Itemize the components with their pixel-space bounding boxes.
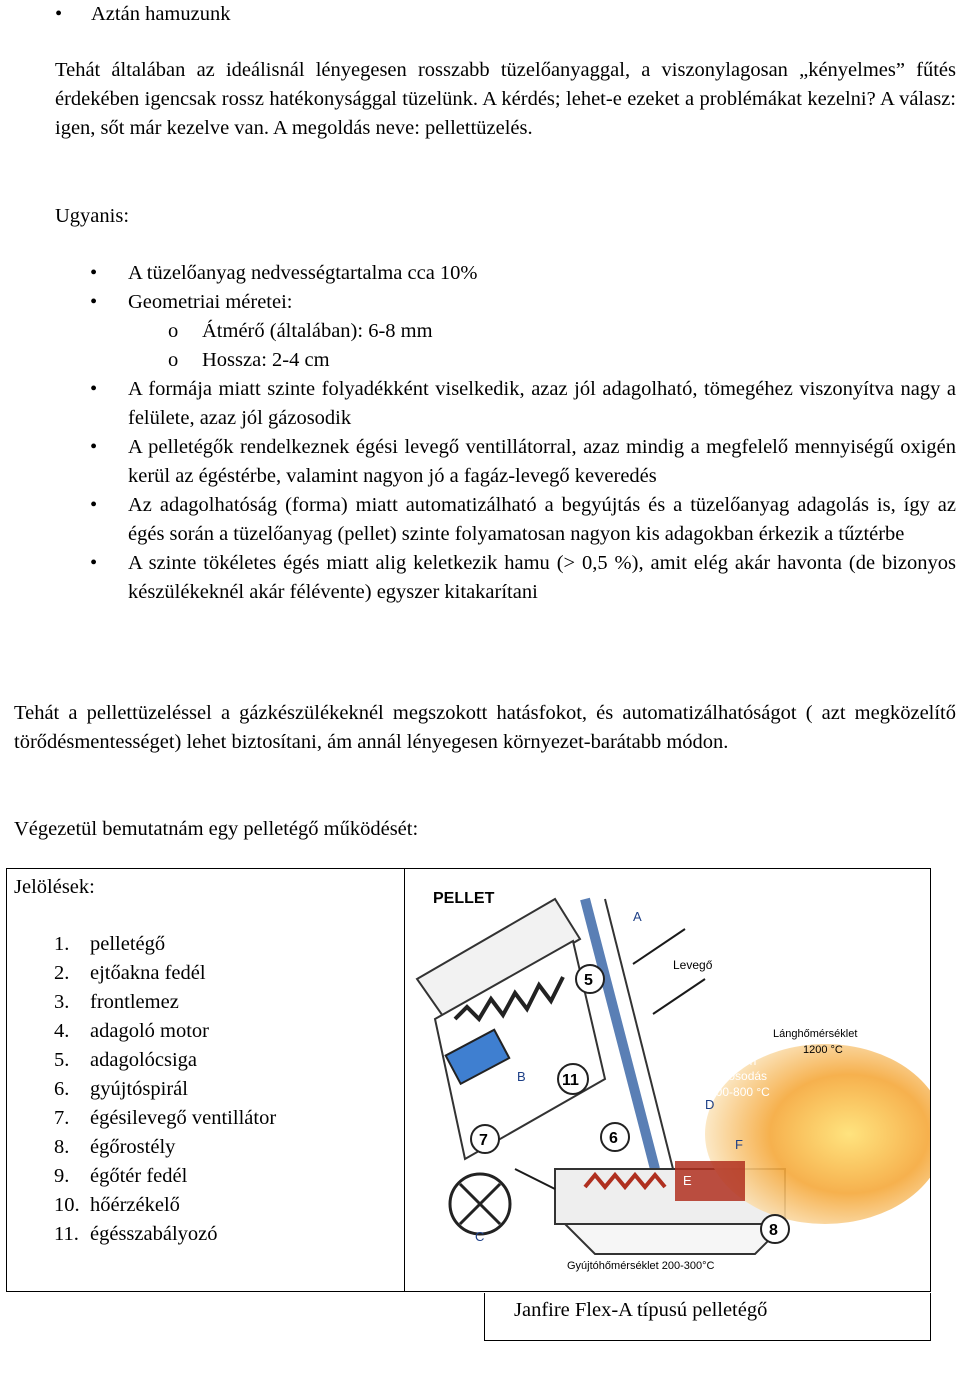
legend-item [54,1133,276,1162]
marker-number: 11 [562,1072,579,1089]
sub-bullet-icon: o [168,320,179,342]
air-label: Levegő [673,958,713,972]
final-intro-line: Végezetül bemutatnám egy pelletégő működését: [14,818,419,840]
feature-text: Az adagolhatóság (forma) miatt automatizálható a begyújtás és a tüzelőanyag adagolás is, így az égés során a tüzelőanyag (pellet) szinte folyamatosan nagyon kis adagokban érkezik a tűztérbe [128,494,956,545]
legend-label: gyújtóspirál [90,1078,188,1100]
legend-label: hőérzékelő [90,1194,180,1216]
grate-base [565,1224,785,1254]
flame-temp-label: Lánghőmérséklet [773,1028,858,1040]
marker-letter: A [633,909,642,924]
gasification-label: gázosodás [709,1069,768,1083]
legend-label: pelletégő [90,933,166,955]
diagram-title: PELLET [433,890,495,907]
legend-label: adagoló motor [90,1020,209,1042]
legend-label: égőrostély [90,1136,176,1158]
feature-item-fan [90,433,956,491]
bullet-icon: • [90,378,98,400]
legend-item [54,1017,276,1046]
legend-title: Jelölések: [14,876,95,898]
legend-item [54,1046,276,1075]
legend-item [54,1191,276,1220]
legend-number: 9. [54,1165,70,1187]
legend-number: 6. [54,1078,70,1100]
legend-number: 11. [54,1223,79,1245]
marker-letter: C [475,1229,485,1244]
bullet-icon: • [55,3,63,25]
ugyanis-label: Ugyanis: [55,205,130,227]
flame-temp-value: 1200 °C [803,1044,843,1056]
bullet-icon: • [90,291,98,313]
feature-text: A pelletégők rendelkeznek égési levegő ventillátorral, azaz mindig a megfelelő mennyiségű oxigén kerül az égéstérbe, valamint nagyon jó a fagáz-levegő keveredés [128,436,956,487]
legend-label: égésilevegő ventillátor [90,1107,277,1129]
legend-item [54,988,276,1017]
bullet-icon: • [90,494,98,516]
feature-item-moisture [90,259,956,288]
marker-number: 5 [584,972,593,989]
air-arrow [653,979,705,1014]
legend-number: 8. [54,1136,70,1158]
legend-number: 10. [54,1194,80,1216]
legend-number: 1. [54,933,70,955]
gasification-value: 500-800 °C [709,1085,770,1099]
marker-number: 6 [609,1130,618,1147]
legend-number: 3. [54,991,70,1013]
feature-item-ash [90,549,956,607]
gasification-label: Faszén [717,1054,757,1068]
sub-item-text: Átmérő (általában): 6-8 mm [202,320,433,342]
bullet-icon: • [90,262,98,284]
bullet-icon: • [90,436,98,458]
air-arrow [515,1169,555,1189]
marker-number: 7 [479,1132,488,1149]
legend-number: 4. [54,1020,70,1042]
legend-number: 7. [54,1107,70,1129]
marker-number: 8 [769,1222,778,1239]
sub-item-diameter [90,317,956,346]
marker-letter: B [517,1069,526,1084]
feature-list [90,259,956,607]
feature-text: A formája miatt szinte folyadékként viselkedik, azaz jól adagolható, tömegéhez viszonyítva nagy a felülete, azaz jól gázosodik [128,378,956,429]
legend-item [54,959,276,988]
bullet-text: Aztán hamuzunk [91,3,231,25]
feature-text: A tüzelőanyag nedvességtartalma cca 10% [128,262,478,284]
ignition-temp-label: Gyújtóhőmérséklet 200-300°C [567,1260,715,1272]
feature-text: A szinte tökéletes égés miatt alig keletkezik hamu (> 0,5 %), amit elég akár havonta (de bizonyos készülékeknél akár félévente) egyszer kitakarítani [128,552,956,603]
feature-text: Geometriai méretei: [128,291,293,313]
feature-item-geometry [90,288,956,317]
marker-letter: F [735,1137,743,1152]
legend-label: ejtőakna fedél [90,962,206,984]
legend-item [54,930,276,959]
intro-paragraph: Tehát általában az ideálisnál lényegesen rosszabb tüzelőanyaggal, a viszonylagosan „kényelmes” fűtés érdekében igencsak rossz hatékonysággal tüzelünk. A kérdés; lehet-e ezeket a problémákat kezelni? A válasz: igen, sőt már kezelve van. A megoldás neve: pellettüzelés. [55,59,956,139]
legend-label: égésszabályozó [90,1223,218,1245]
legend-item [54,1075,276,1104]
marker-letter: E [683,1173,692,1188]
legend-label: frontlemez [90,991,179,1013]
sub-bullet-icon: o [168,349,179,371]
figure-caption: Janfire Flex-A típusú pelletégő [514,1299,768,1321]
legend-label: adagolócsiga [90,1049,198,1071]
bullet-icon: • [90,552,98,574]
feature-item-automation [90,491,956,549]
legend-list [54,930,276,1249]
sub-item-text: Hossza: 2-4 cm [202,349,330,371]
legend-item [54,1162,276,1191]
conclusion-paragraph: Tehát a pellettüzeléssel a gázkészülékeknél megszokott hatásfokot, és automatizálhatóságot ( azt megközelítő törődésmentességet) lehet biztosítani, ám annál lényegesen környezet-barátabb módon. [14,702,956,753]
feature-item-flow [90,375,956,433]
legend-number: 5. [54,1049,70,1071]
legend-label: égőtér fedél [90,1165,188,1187]
marker-letter: D [705,1097,715,1112]
legend-number: 2. [54,962,70,984]
legend-item [54,1220,276,1249]
pellet-burner-diagram [405,869,930,1291]
legend-item [54,1104,276,1133]
sub-item-length [90,346,956,375]
